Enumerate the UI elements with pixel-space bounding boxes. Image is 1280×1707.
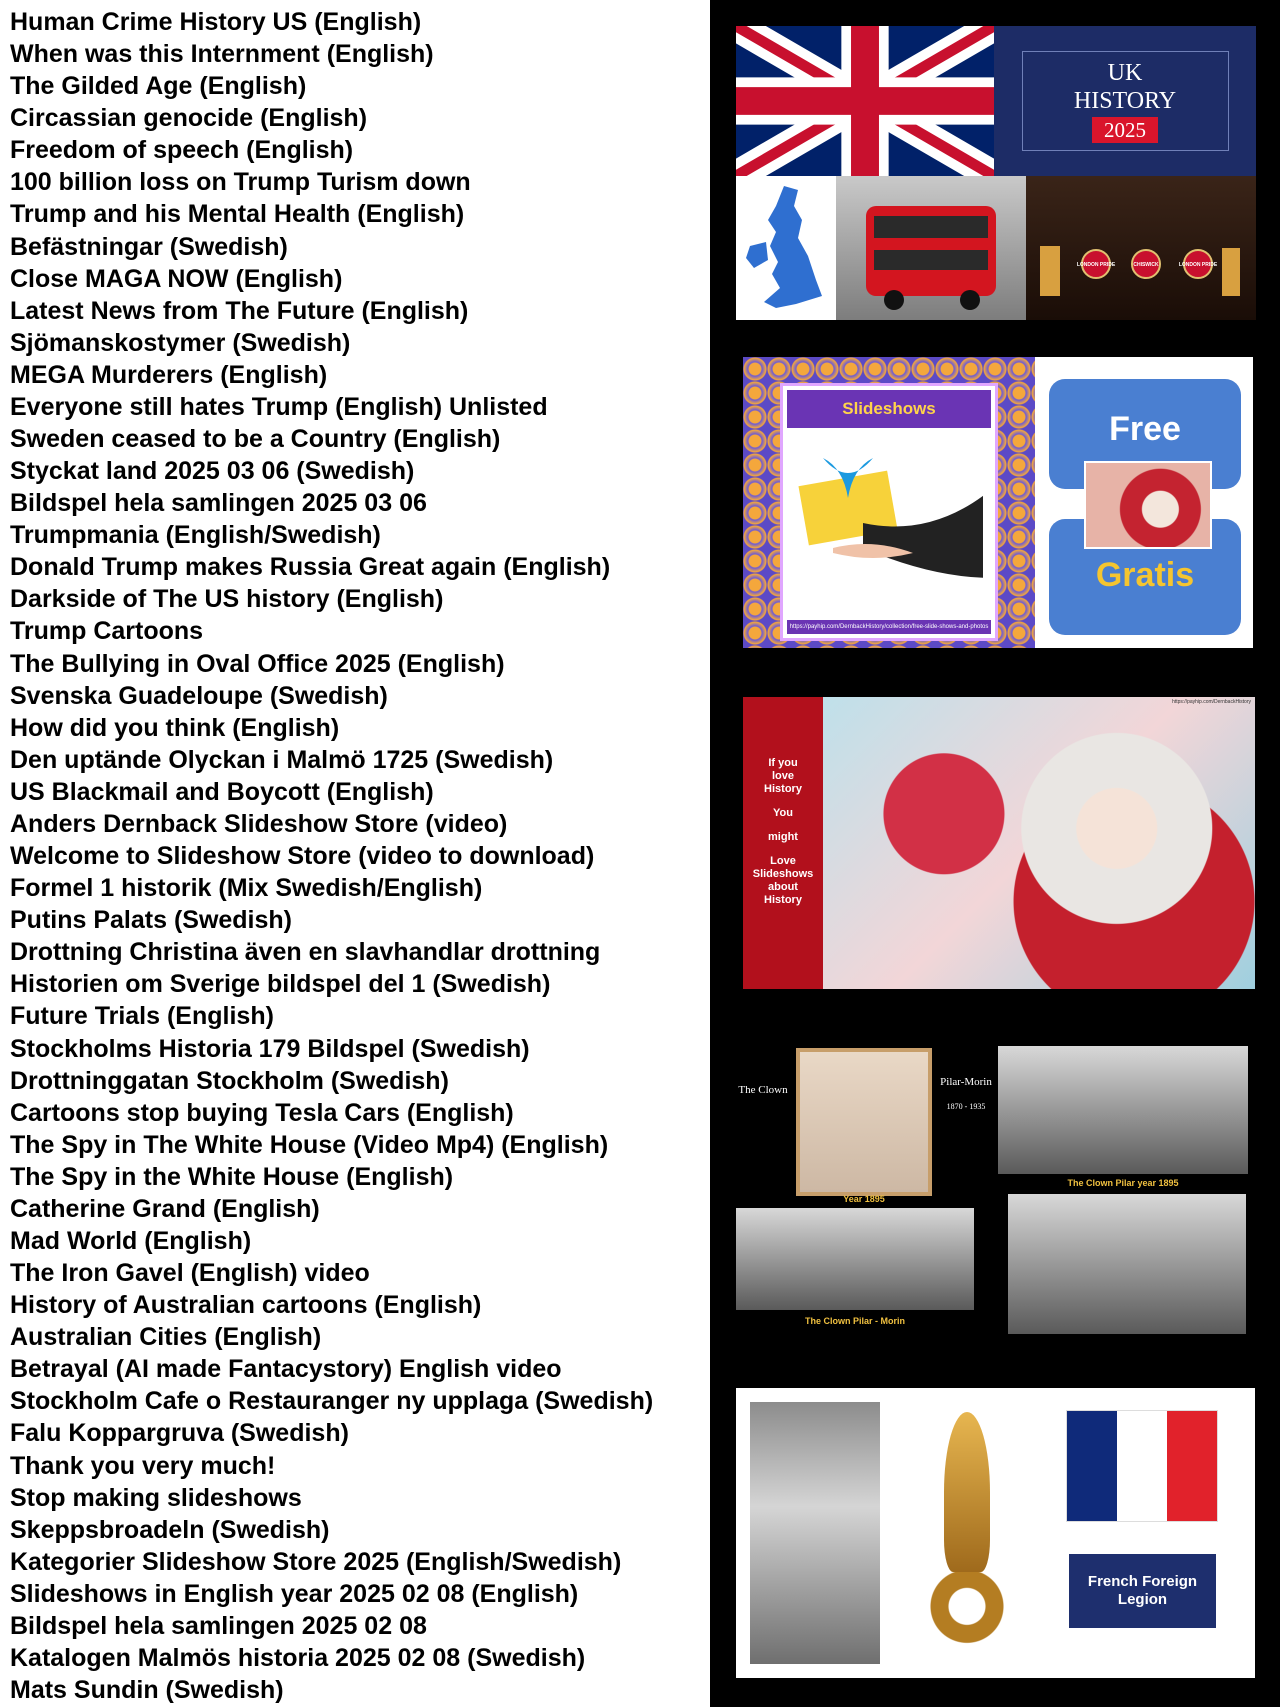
slideshow-link[interactable]: Bildspel hela samlingen 2025 03 06 <box>10 489 427 518</box>
slideshow-link[interactable]: History of Australian cartoons (English) <box>10 1291 482 1320</box>
french-foreign-legion-banner[interactable] <box>736 1388 1255 1678</box>
santa-text-line <box>743 796 823 807</box>
slideshow-link[interactable]: Darkside of The US history (English) <box>10 585 444 614</box>
uk-title-line1: UK <box>1107 60 1143 86</box>
slideshow-link[interactable]: Donald Trump makes Russia Great again (English) <box>10 553 611 582</box>
free-gratis-area <box>1035 357 1253 648</box>
slideshow-link-list <box>0 6 710 1706</box>
pilar-morin-years: 1870 - 1935 <box>946 1102 986 1111</box>
slideshow-link[interactable]: Mats Sundin (Swedish) <box>10 1676 284 1705</box>
pub-badge-2: CHISWICK <box>1133 262 1159 268</box>
french-foreign-legion-label: French Foreign Legion <box>1069 1554 1216 1628</box>
slideshow-link[interactable]: Historien om Sverige bildspel del 1 (Swedish) <box>10 970 551 999</box>
slideshow-card <box>780 383 998 641</box>
clown-portrait-frame <box>796 1048 932 1196</box>
santa-text-line: History <box>764 783 802 795</box>
pub-taps-image <box>1026 176 1256 320</box>
santa-text-line: Love <box>770 855 796 867</box>
slideshow-link[interactable]: Trumpmania (English/Swedish) <box>10 521 381 550</box>
santa-promo-text <box>743 757 823 907</box>
slideshow-link[interactable]: Mad World (English) <box>10 1226 252 1255</box>
slideshow-link[interactable]: Stockholms Historia 179 Bildspel (Swedish) <box>10 1034 530 1063</box>
slideshow-link[interactable]: Skeppsbroadeln (Swedish) <box>10 1515 330 1544</box>
slideshow-link[interactable]: Cartoons stop buying Tesla Cars (English) <box>10 1098 514 1127</box>
santa-promo-banner[interactable] <box>743 697 1255 989</box>
slideshow-link[interactable]: The Gilded Age (English) <box>10 72 307 101</box>
slideshow-link[interactable]: Slideshows in English year 2025 02 08 (English) <box>10 1579 579 1608</box>
caption-right: The Clown Pilar year 1895 <box>1067 1178 1179 1188</box>
free-button[interactable]: Free <box>1049 379 1241 489</box>
santa-text-line <box>743 844 823 855</box>
slideshow-link[interactable]: Kategorier Slideshow Store 2025 (English/Swedish) <box>10 1547 622 1576</box>
slideshow-link[interactable]: Human Crime History US (English) <box>10 8 422 36</box>
santa-text-line: If you <box>768 757 798 769</box>
slideshow-url[interactable]: https://payhip.com/DernbackHistory/collection/free-slide-shows-and-photos <box>787 620 991 634</box>
santa-text-line: Slideshows <box>752 868 814 880</box>
slideshow-link[interactable]: Future Trials (English) <box>10 1002 274 1031</box>
clown-photo-strip <box>998 1046 1248 1174</box>
slideshow-link[interactable]: Bildspel hela samlingen 2025 02 08 <box>10 1611 427 1640</box>
slideshow-link[interactable]: Sjömanskostymer (Swedish) <box>10 328 351 357</box>
slideshow-link[interactable]: Katalogen Malmös historia 2025 02 08 (Swedish) <box>10 1643 586 1672</box>
caption-bottom: The Clown Pilar - Morin <box>804 1316 905 1326</box>
slideshow-link[interactable]: Svenska Guadeloupe (Swedish) <box>10 681 388 710</box>
slideshow-link[interactable]: Drottninggatan Stockholm (Swedish) <box>10 1066 449 1095</box>
santa-text-line <box>743 820 823 831</box>
clown-faces-strip <box>736 1208 974 1310</box>
slideshow-link[interactable]: Stop making slideshows <box>10 1483 302 1512</box>
slideshow-link[interactable]: Circassian genocide (English) <box>10 104 368 133</box>
santa-text-line: might <box>768 831 798 843</box>
slideshow-link[interactable]: Close MAGA NOW (English) <box>10 264 343 293</box>
slideshow-link[interactable]: Trump Cartoons <box>10 617 204 646</box>
gratis-button[interactable]: Gratis <box>1049 519 1241 635</box>
free-slideshows-banner[interactable] <box>743 357 1253 648</box>
uk-map-image <box>736 176 836 320</box>
the-clown-label: The Clown <box>738 1084 788 1096</box>
slideshows-header: Slideshows <box>787 390 991 428</box>
slideshow-link[interactable]: Welcome to Slideshow Store (video to download) <box>10 842 595 871</box>
uk-title-line2: HISTORY <box>1073 88 1177 114</box>
clown-pilar-banner[interactable] <box>736 1044 1256 1340</box>
slideshow-link[interactable]: Anders Dernback Slideshow Store (video) <box>10 809 508 838</box>
slideshow-link[interactable]: Putins Palats (Swedish) <box>10 906 293 935</box>
caption-year: Year 1895 <box>843 1194 885 1204</box>
santa-text-strip <box>743 697 823 989</box>
pub-badge-3: LONDON PRIDE <box>1178 262 1218 268</box>
slideshow-link[interactable]: 100 billion loss on Trump Turism down <box>10 168 471 197</box>
santa-thumbnail <box>1084 461 1212 549</box>
slideshow-link[interactable]: Betrayal (AI made Fantacystory) English video <box>10 1355 562 1384</box>
slideshow-link[interactable]: Trump and his Mental Health (English) <box>10 200 465 229</box>
slideshow-link[interactable]: Everyone still hates Trump (English) Unlisted <box>10 392 548 421</box>
slideshow-link[interactable]: Den uptände Olyckan i Malmö 1725 (Swedish) <box>10 745 554 774</box>
slideshow-link[interactable]: Befästningar (Swedish) <box>10 232 288 261</box>
gift-box-icon <box>783 428 983 598</box>
uk-history-title <box>994 26 1256 176</box>
slideshow-link[interactable]: The Spy in The White House (Video Mp4) (English) <box>10 1130 609 1159</box>
santa-text-line: about <box>768 881 798 893</box>
santa-text-line: love <box>771 770 794 782</box>
slideshow-link[interactable]: Falu Koppargruva (Swedish) <box>10 1419 349 1448</box>
promo-column <box>710 0 1280 1707</box>
slideshow-link[interactable]: Styckat land 2025 03 06 (Swedish) <box>10 457 415 486</box>
santa-image <box>823 697 1255 989</box>
slideshow-link[interactable]: The Bullying in Oval Office 2025 (English) <box>10 649 505 678</box>
slideshow-link[interactable]: Freedom of speech (English) <box>10 136 354 165</box>
union-jack-flag <box>736 26 994 176</box>
slideshow-link[interactable]: Australian Cities (English) <box>10 1323 322 1352</box>
clown-falling-photo <box>1008 1194 1246 1334</box>
slideshow-link[interactable]: Drottning Christina även en slavhandlar drottning <box>10 938 601 967</box>
slideshow-link[interactable]: Thank you very much! <box>10 1451 276 1480</box>
london-bus-image <box>836 176 1026 320</box>
slideshow-link[interactable]: Catherine Grand (English) <box>10 1194 320 1223</box>
santa-url: https://payhip.com/DernbackHistory <box>1172 699 1251 705</box>
pilar-morin-label: Pilar-Morin <box>940 1076 992 1088</box>
slideshow-link[interactable]: How did you think (English) <box>10 713 340 742</box>
uk-title-year: 2025 <box>1092 117 1158 143</box>
slideshow-link[interactable]: Sweden ceased to be a Country (English) <box>10 425 501 454</box>
french-flag <box>1066 1410 1218 1522</box>
slideshow-link[interactable]: When was this Internment (English) <box>10 40 434 69</box>
slideshow-link[interactable]: Latest News from The Future (English) <box>10 296 469 325</box>
santa-text-line: History <box>764 894 802 906</box>
slideshow-pattern-background <box>743 357 1035 648</box>
legionnaires-photo <box>750 1402 880 1664</box>
legion-grenade-emblem <box>906 1402 1028 1664</box>
slideshow-link[interactable]: Stockholm Cafe o Restauranger ny upplaga (Swedish) <box>10 1387 654 1416</box>
pub-badge-1: LONDON PRIDE <box>1076 262 1116 268</box>
santa-text-line: You <box>773 807 793 819</box>
slideshow-link[interactable]: US Blackmail and Boycott (English) <box>10 777 434 806</box>
uk-history-banner[interactable] <box>736 26 1256 320</box>
slideshow-link[interactable]: Formel 1 historik (Mix Swedish/English) <box>10 874 483 903</box>
slideshow-link[interactable]: MEGA Murderers (English) <box>10 360 328 389</box>
slideshow-link[interactable]: The Iron Gavel (English) video <box>10 1259 370 1288</box>
slideshow-link[interactable]: The Spy in the White House (English) <box>10 1162 454 1191</box>
